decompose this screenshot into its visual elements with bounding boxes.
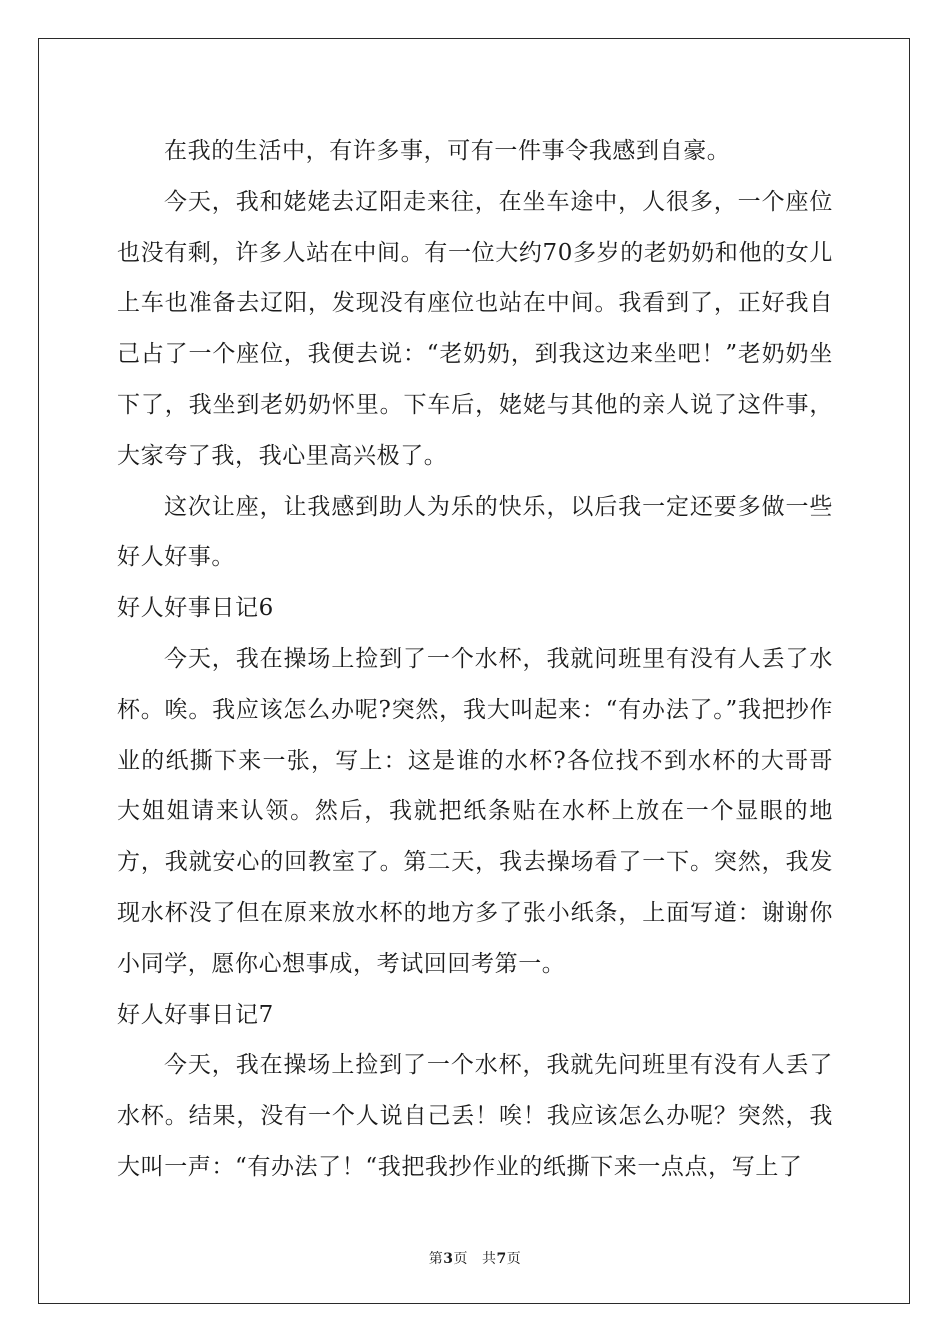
- footer-total-number: 7: [496, 1251, 507, 1267]
- paragraph: 今天，我在操场上捡到了一个水杯，我就问班里有没有人丢了水杯。唉。我应该怎么办呢?突然，我大叫起来：“有办法了。”我把抄作业的纸撕下来一张，写上：这是谁的水杯?各位找不到水杯的大哥哥大姐姐请来认领。然后，我就把纸条贴在水杯上放在一个显眼的地方，我就安心的回教室了。第二天，我去操场看了一下。突然，我发现水杯没了但在原来放水杯的地方多了张小纸条，上面写道：谢谢你小同学，愿你心想事成，考试回回考第一。: [117, 645, 833, 977]
- document-body: [117, 126, 833, 1193]
- footer-page-suffix: 页: [453, 1251, 468, 1267]
- paragraph: 这次让座，让我感到助人为乐的快乐，以后我一定还要多做一些好人好事。: [117, 493, 833, 571]
- footer-page-prefix: 第: [428, 1251, 444, 1267]
- paragraph: 今天，我在操场上捡到了一个水杯，我就先问班里有没有人丢了水杯。结果，没有一个人说自己丢！唉！我应该怎么办呢？突然，我大叫一声：“有办法了！“我把我抄作业的纸撕下来一点点，写上了: [117, 1052, 833, 1180]
- paragraph: 在我的生活中，有许多事，可有一件事令我感到自豪。: [164, 138, 731, 164]
- paragraph: 今天，我和姥姥去辽阳走来往，在坐车途中，人很多，一个座位也没有剩，许多人站在中间。有一位大约70多岁的老奶奶和他的女儿上车也准备去辽阳，发现没有座位也站在中间。我看到了，正好我自己占了一个座位，我便去说：“老奶奶，到我这边来坐吧！”老奶奶坐下了，我坐到老奶奶怀里。下车后，姥姥与其他的亲人说了这件事，大家夸了我，我心里高兴极了。: [117, 188, 833, 469]
- footer-page-number: 3: [443, 1251, 454, 1267]
- section-heading: 好人好事日记6: [117, 595, 274, 622]
- section-heading: 好人好事日记7: [117, 1001, 274, 1028]
- footer-total-suffix: 页: [506, 1251, 522, 1267]
- footer-total-prefix: 共: [482, 1251, 497, 1267]
- page-footer: [0, 1248, 950, 1268]
